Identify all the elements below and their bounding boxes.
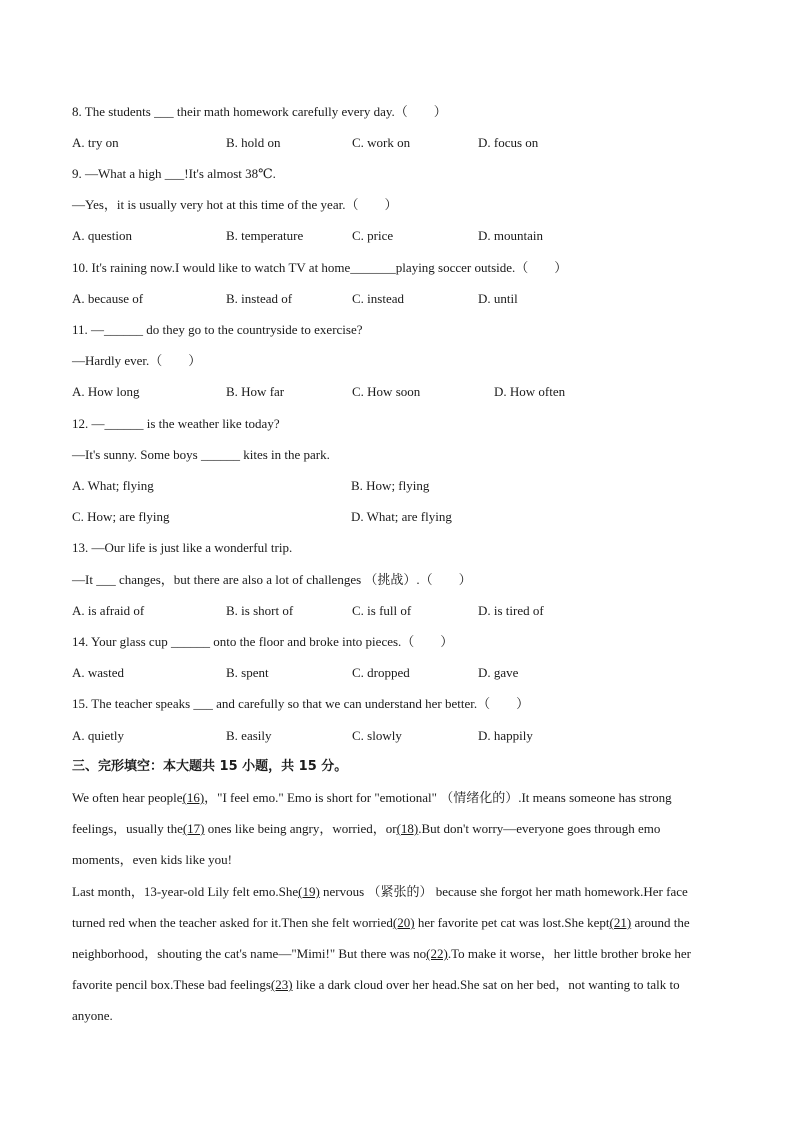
option-d: D. gave xyxy=(478,665,519,680)
option-d: D. How often xyxy=(494,384,566,399)
question-12-stem-line2: —It's sunny. Some boys ______ kites in the park. xyxy=(72,447,330,462)
option-c: C. dropped xyxy=(352,665,410,680)
option-c: C. slowly xyxy=(352,728,402,743)
question-13-stem-line2: —It ___ changes，but there are also a lot of challenges （挑战）.（ ） xyxy=(72,572,472,587)
question-8-stem: 8. The students ___ their math homework carefully every day.（ ） xyxy=(72,104,447,119)
option-b: B. temperature xyxy=(226,228,304,243)
option-b: B. How; flying xyxy=(351,478,430,493)
question-11-stem-line2: —Hardly ever.（ ） xyxy=(72,353,202,368)
option-d: D. mountain xyxy=(478,228,543,243)
section-heading-cloze: 三、完形填空：本大题共 15 小题，共 15 分。 xyxy=(72,759,348,774)
passage-text: her favorite pet cat was lost.She kept xyxy=(414,915,610,930)
blank-21: (21) xyxy=(609,915,632,930)
passage-text: .To make it worse，her little brother broke her favorite pencil box.These bad feelings xyxy=(72,946,691,992)
blank-23: (23) xyxy=(270,977,293,992)
option-b: B. instead of xyxy=(226,291,293,306)
option-a: A. because of xyxy=(72,291,144,306)
option-a: A. is afraid of xyxy=(72,603,145,618)
option-a: A. question xyxy=(72,228,132,243)
question-10-options xyxy=(72,290,732,308)
option-a: A. quietly xyxy=(72,728,124,743)
option-c: C. How soon xyxy=(352,384,421,399)
option-a: A. What; flying xyxy=(72,478,154,493)
blank-22: (22) xyxy=(426,946,448,961)
question-11-stem: 11. —______ do they go to the countryside to exercise? xyxy=(72,322,363,337)
question-12-stem: 12. —______ is the weather like today? xyxy=(72,416,280,431)
option-d: D. What; are flying xyxy=(351,509,452,524)
option-c: C. is full of xyxy=(352,603,412,618)
question-9-stem-line2: —Yes，it is usually very hot at this time of the year.（ ） xyxy=(72,197,398,212)
option-d: D. is tired of xyxy=(478,603,544,618)
blank-16: (16) xyxy=(182,790,205,805)
passage-text: like a dark cloud over her head.She sat on her bed，not wanting to talk to anyone. xyxy=(72,977,680,1023)
passage-text: ，"I feel emo." Emo is short for "emotional" （情绪化的）.It means someone has strong feelings，usually the xyxy=(72,790,672,836)
blank-19: (19) xyxy=(298,884,320,899)
question-12-options-row1 xyxy=(72,477,732,495)
option-b: B. is short of xyxy=(226,603,294,618)
passage-text: We often hear people xyxy=(72,790,183,805)
option-c: C. instead xyxy=(352,291,404,306)
passage-text: nervous （紧张的） because she forgot her math homework.Her face turned red when the teacher asked for it.Then she felt worried xyxy=(72,884,688,930)
question-11-options xyxy=(72,383,732,401)
question-14-stem: 14. Your glass cup ______ onto the floor and broke into pieces.（ ） xyxy=(72,634,454,649)
passage-text: around the neighborhood，shouting the cat's name—"Mimi!" But there was no xyxy=(72,915,690,961)
question-12-options-row2 xyxy=(72,508,732,526)
question-8-options xyxy=(72,134,732,152)
option-a: A. try on xyxy=(72,135,119,150)
question-13-stem: 13. —Our life is just like a wonderful trip. xyxy=(72,540,293,555)
option-b: B. easily xyxy=(226,728,272,743)
blank-18: (18) xyxy=(396,821,419,836)
question-10-stem: 10. It's raining now.I would like to watch TV at home_______playing soccer outside.（ ） xyxy=(72,260,568,275)
option-d: D. happily xyxy=(478,728,533,743)
option-b: B. hold on xyxy=(226,135,281,150)
blank-20: (20) xyxy=(392,915,415,930)
question-14-options xyxy=(72,664,732,682)
option-d: D. until xyxy=(478,291,518,306)
option-c: C. How; are flying xyxy=(72,509,170,524)
option-d: D. focus on xyxy=(478,135,539,150)
option-b: B. spent xyxy=(226,665,269,680)
question-9-stem: 9. —What a high ___!It's almost 38℃. xyxy=(72,166,276,181)
option-c: C. price xyxy=(352,228,394,243)
cloze-paragraph-2 xyxy=(72,876,722,1031)
passage-text: Last month，13-year-old Lily felt emo.She xyxy=(72,884,299,899)
cloze-paragraph-1 xyxy=(72,782,722,875)
blank-17: (17) xyxy=(182,821,205,836)
question-15-stem: 15. The teacher speaks ___ and carefully so that we can understand her better.（ ） xyxy=(72,696,530,711)
passage-text: .But don't worry—everyone goes through emo moments，even kids like you! xyxy=(72,821,661,867)
question-9-options xyxy=(72,227,732,245)
option-a: A. wasted xyxy=(72,665,124,680)
passage-text: ones like being angry，worried，or xyxy=(204,821,397,836)
question-15-options xyxy=(72,727,732,745)
option-a: A. How long xyxy=(72,384,140,399)
option-b: B. How far xyxy=(226,384,285,399)
option-c: C. work on xyxy=(352,135,411,150)
question-13-options xyxy=(72,602,732,620)
